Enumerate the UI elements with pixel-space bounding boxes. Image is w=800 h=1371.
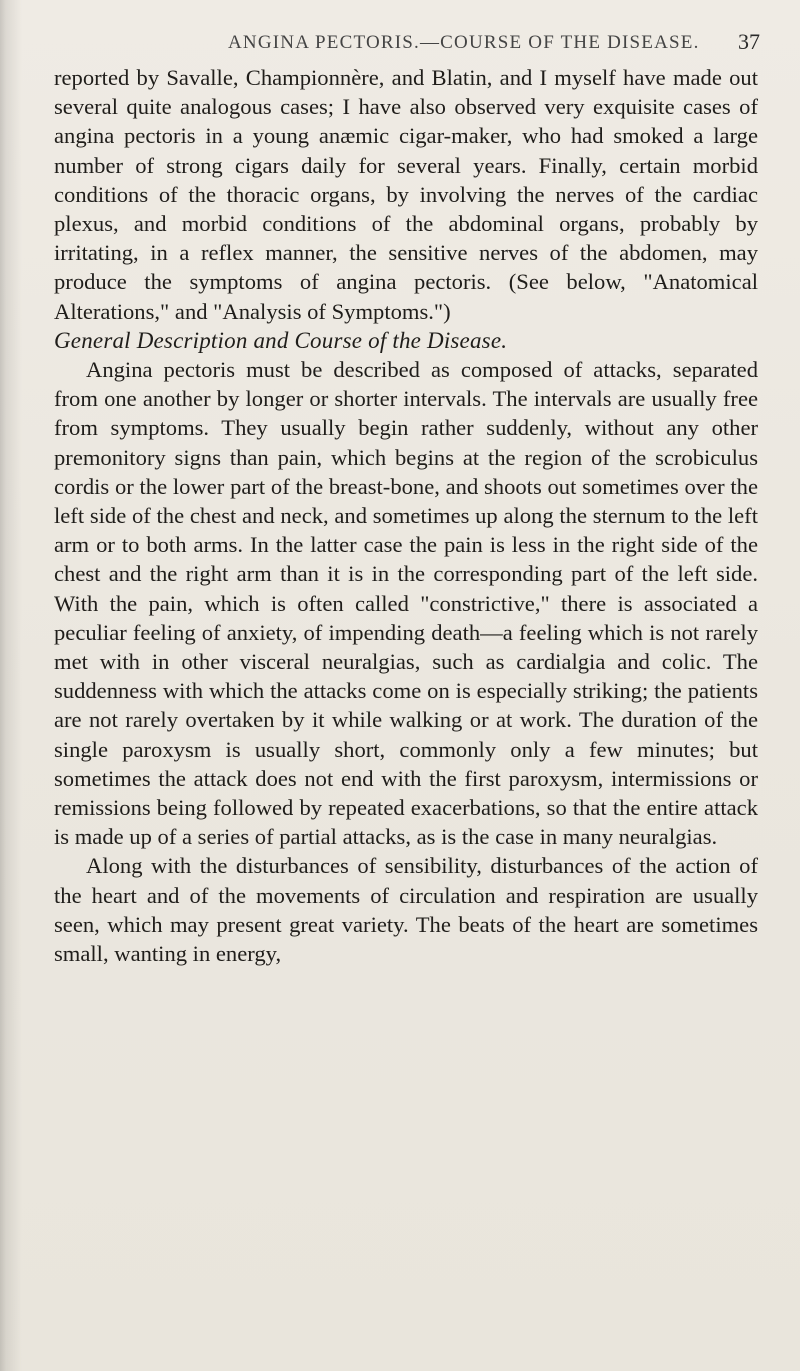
body-text	[54, 63, 758, 968]
section-heading: General Description and Course of the Disease.	[54, 327, 508, 353]
paragraph-1: reported by Savalle, Championnère, and Blatin, and I myself have made out several quite analogous cases; I have also observed very exquisite cases of angina pectoris in a young anæmic cigar-maker, who had smoked a large number of strong cigars daily for several years. Finally, certain morbid conditions of the thoracic organs, by involving the nerves of the cardiac plexus, and morbid conditions of the abdominal organs, probably by irritating, in a reflex manner, the sensitive nerves of the abdomen, may produce the symptoms of angina pectoris. (See below, "Anatomical Alterations," and "Analysis of Symptoms.")	[54, 65, 758, 324]
running-head	[40, 29, 760, 56]
running-title: ANGINA PECTORIS.—COURSE OF THE DISEASE.	[228, 32, 700, 53]
paragraph-3: Along with the disturbances of sensibility, disturbances of the action of the heart and of the movements of circulation and respiration are usually seen, which may present great variety. The beats of the heart are sometimes small, wanting in energy,	[54, 853, 758, 967]
page-number: 37	[738, 29, 760, 54]
paragraph-2: Angina pectoris must be described as composed of attacks, separated from one another by longer or shorter intervals. The intervals are usually free from symptoms. They usually begin rather suddenly, without any other premonitory signs than pain, which begins at the region of the scrobiculus cordis or the lower part of the breast-bone, and shoots out sometimes over the left side of the chest and neck, and sometimes up along the sternum to the left arm or to both arms. In the latter case the pain is less in the right side of the chest and the right arm than it is in the corresponding part of the left side. With the pain, which is often called "constrictive," there is associated a peculiar feeling of anxiety, of impending death—a feeling which is not rarely met with in other visceral neuralgias, such as cardialgia and colic. The suddenness with which the attacks come on is especially striking; the patients are not rarely overtaken by it while walking or at work. The duration of the single paroxysm is usually short, commonly only a few minutes; but sometimes the attack does not end with the first paroxysm, intermissions or remissions being followed by repeated exacerbations, so that the entire attack is made up of a series of partial attacks, as is the case in many neuralgias.	[54, 357, 758, 850]
